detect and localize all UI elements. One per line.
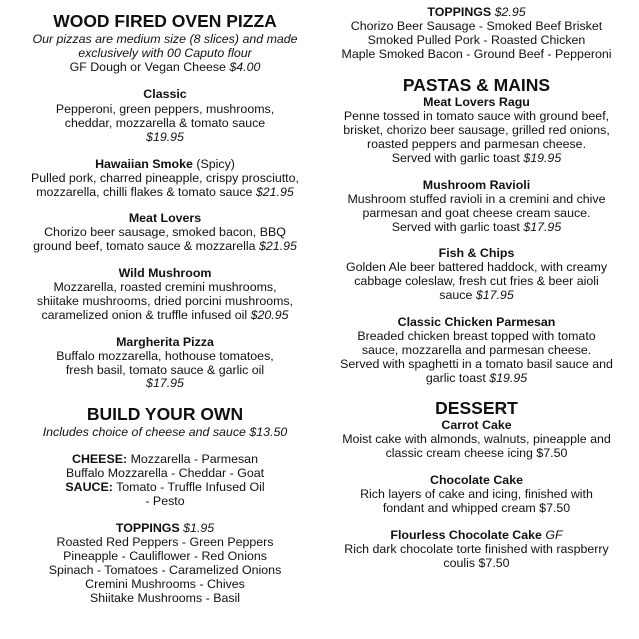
pizza-intro-1: Our pizzas are medium size (8 slices) and made (32, 32, 298, 46)
menu-item-desc: Served with garlic toast (391, 151, 520, 165)
menu-item-desc: garlic toast (425, 371, 486, 385)
sauce-options-2: - Pesto (145, 494, 185, 508)
menu-item-desc-row (324, 151, 629, 166)
mains-heading: PASTAS & MAINS (402, 75, 551, 95)
build-intro: Includes choice of cheese and sauce (42, 425, 246, 439)
topping-line: Spinach - Tomatoes - Caramelized Onions (48, 563, 282, 577)
menu-item-desc: Penne tossed in tomato sauce with ground beef, (343, 109, 610, 123)
menu-item-desc: ground beef, tomato sauce & mozzarella (33, 239, 256, 253)
menu-item-price: $21.95 (255, 185, 294, 199)
meat-topping-line: Maple Smoked Bacon - Ground Beef - Pepperoni (341, 47, 612, 61)
sauce-options: Tomato - Truffle Infused Oil (116, 480, 265, 494)
menu-item-desc: classic cream cheese icing $7.50 (385, 446, 568, 460)
cheese-options: Mozzarella - Parmesan (130, 452, 258, 466)
menu-item-desc: shiitake mushrooms, dried porcini mushrooms, (36, 294, 294, 308)
menu-item-note: GF (545, 528, 563, 542)
toppings-price: $1.95 (183, 521, 215, 535)
menu-item-desc: caramelized onion & truffle infused oil (41, 308, 248, 322)
menu-item-name: Margherita Pizza (116, 335, 214, 349)
menu-item-desc: fondant and whipped cream $7.50 (382, 501, 571, 515)
menu-item-desc: parmesan and goat cheese cream sauce. (362, 206, 591, 220)
menu-item-desc-row (324, 288, 629, 303)
toppings-label: TOPPINGS (115, 521, 180, 535)
menu-item-desc: Buffalo mozzarella, hothouse tomatoes, (56, 349, 274, 363)
menu-item-desc: mozzarella, chilli flakes & tomato sauce (36, 185, 253, 199)
topping-line: Shiitake Mushrooms - Basil (89, 591, 241, 605)
pizza-intro-2: exclusively with 00 Caputo flour (78, 46, 252, 60)
menu-item-name-row (10, 157, 320, 172)
menu-item-desc: Golden Ale beer battered haddock, with creamy (345, 260, 608, 274)
meat-toppings-row (324, 5, 629, 20)
menu-item-desc: cabbage coleslaw, fresh cut fries & beer aioli (354, 274, 599, 288)
build-heading: BUILD YOUR OWN (86, 404, 244, 424)
menu-item-desc-row (324, 220, 629, 235)
menu-item-name: Fish & Chips (438, 246, 515, 260)
menu-item-price: $19.95 (146, 130, 184, 144)
menu-item-desc: Rich layers of cake and icing, finished with (360, 487, 593, 501)
menu-item-desc: Moist cake with almonds, walnuts, pineapple and (342, 432, 611, 446)
build-intro-row (10, 425, 320, 440)
meat-toppings-price: $2.95 (494, 5, 526, 19)
menu-item-price: $19.95 (489, 371, 528, 385)
menu-item-name: Flourless Chocolate Cake (390, 528, 542, 542)
menu-item-desc: coulis $7.50 (443, 556, 510, 570)
sauce-row (10, 480, 320, 495)
menu-item-price: $21.95 (259, 239, 297, 253)
menu-item-desc: Mushroom stuffed ravioli in a cremini and chive (347, 192, 606, 206)
pizza-options-price: $4.00 (229, 60, 261, 74)
menu-item-price: $17.95 (146, 376, 184, 390)
menu-item-desc-row (10, 308, 320, 323)
dessert-heading: DESSERT (435, 398, 518, 418)
menu-item-desc: Served with garlic toast (391, 220, 520, 234)
topping-line: Roasted Red Peppers - Green Peppers (56, 535, 274, 549)
menu-item-name: Chocolate Cake (430, 473, 523, 487)
menu-item-name: Meat Lovers Ragu (423, 95, 530, 109)
menu-item-name: Wild Mushroom (118, 266, 212, 280)
menu-item-name: Hawaiian Smoke (95, 157, 193, 171)
menu-item-desc: Mozzarella, roasted cremini mushrooms, (53, 280, 277, 294)
menu-item-name-row (324, 528, 629, 543)
menu-item-desc-row (10, 239, 320, 254)
menu-item-price: $20.95 (250, 308, 289, 322)
cheese-options-2: Buffalo Mozzarella - Cheddar - Goat (65, 466, 265, 480)
topping-line: Pineapple - Cauliflower - Red Onions (63, 549, 267, 563)
menu-item-name: Classic Chicken Parmesan (397, 315, 556, 329)
meat-topping-line: Chorizo Beer Sausage - Smoked Beef Brisket (350, 19, 603, 33)
menu-item-name: Carrot Cake (441, 418, 512, 432)
pizza-heading: WOOD FIRED OVEN PIZZA (53, 11, 277, 31)
menu-item-desc: fresh basil, tomato sauce & garlic oil (65, 363, 265, 377)
cheese-row (10, 452, 320, 467)
menu-item-price: $17.95 (475, 288, 514, 302)
pizza-options-text: GF Dough or Vegan Cheese (69, 60, 226, 74)
menu-item-desc-row (10, 185, 320, 200)
menu-item-desc: sauce (439, 288, 473, 302)
toppings-row (10, 521, 320, 536)
menu-item-name: Mushroom Ravioli (422, 178, 531, 192)
meat-topping-line: Smoked Pulled Pork - Roasted Chicken (367, 33, 586, 47)
menu-item-desc: brisket, chorizo beer sausage, grilled red onions, (343, 123, 610, 137)
menu-item-desc-row (324, 371, 629, 386)
menu-item-name: Classic (143, 87, 187, 101)
sauce-label: SAUCE: (65, 480, 113, 494)
menu-item-desc: Rich dark chocolate torte finished with raspberry (344, 542, 609, 556)
menu-item-price: $19.95 (523, 151, 562, 165)
cheese-label: CHEESE: (72, 452, 128, 466)
menu-item-desc: Pulled pork, charred pineapple, crispy prosciutto, (31, 171, 299, 185)
build-intro-price: $13.50 (249, 425, 288, 439)
menu-item-price: $17.95 (523, 220, 562, 234)
meat-toppings-label: TOPPINGS (427, 5, 492, 19)
pizza-options (10, 60, 320, 75)
topping-line: Cremini Mushrooms - Chives (85, 577, 245, 591)
menu-item-desc: cheddar, mozzarella & tomato sauce (64, 116, 266, 130)
menu-item-desc: roasted peppers and parmesan cheese. (366, 137, 587, 151)
menu-item-desc: sauce, mozzarella and parmesan cheese. (361, 343, 592, 357)
menu-item-desc: Chorizo beer sausage, smoked bacon, BBQ (44, 225, 286, 239)
menu-item-desc: Pepperoni, green peppers, mushrooms, (55, 102, 275, 116)
menu-item-note: (Spicy) (196, 157, 235, 171)
menu-item-name: Meat Lovers (128, 211, 202, 225)
menu-item-desc: Breaded chicken breast topped with tomato (357, 329, 596, 343)
menu-item-desc: Served with spaghetti in a tomato basil sauce and (340, 357, 613, 371)
